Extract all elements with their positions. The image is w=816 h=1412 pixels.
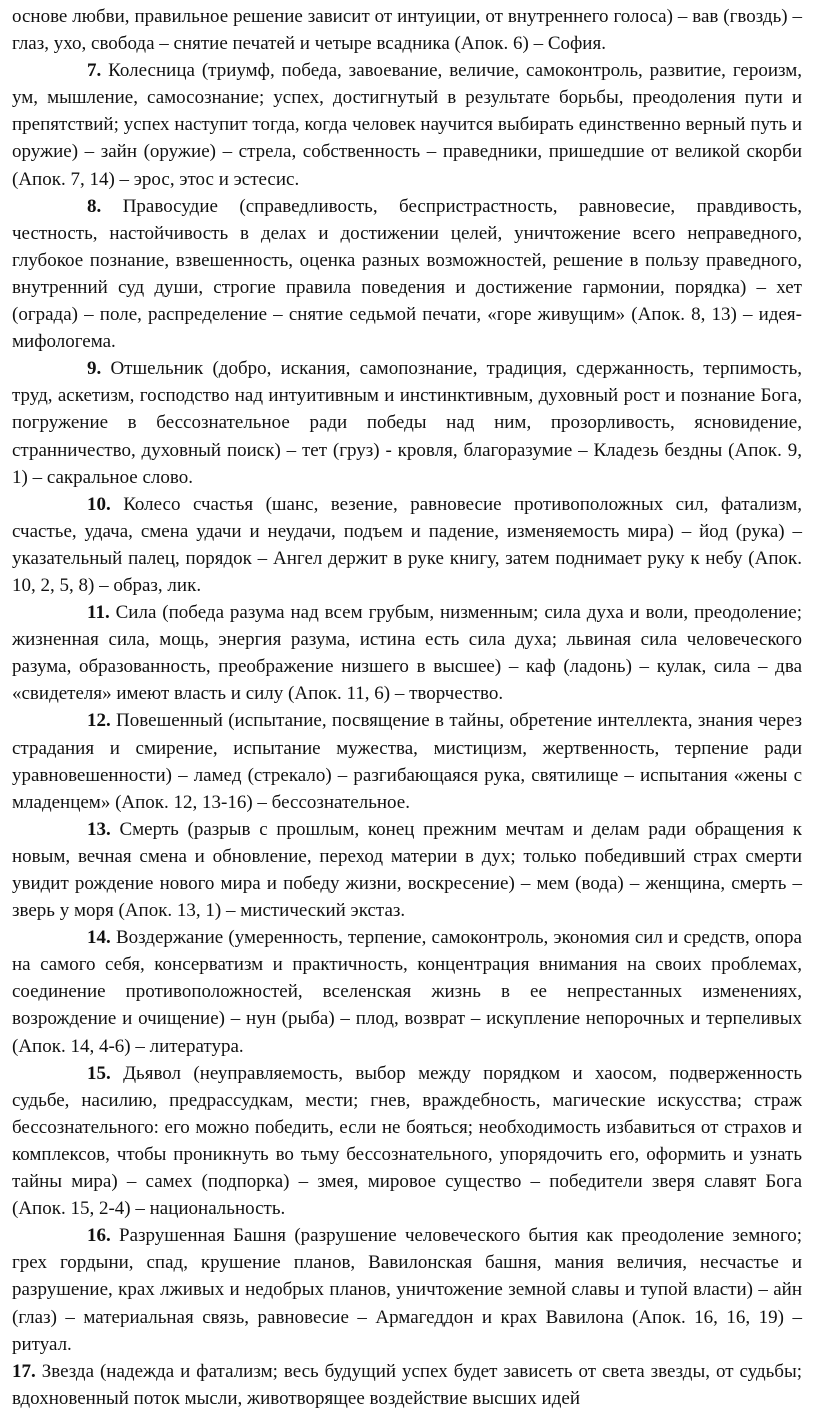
- paragraph-number: 11.: [87, 602, 110, 624]
- paragraph-item-8: [12, 193, 802, 356]
- paragraph-number: 16.: [87, 1225, 111, 1247]
- paragraph-number: 8.: [87, 195, 102, 217]
- paragraph-text: основе любви, правильное решение зависит от интуиции, от внутреннего голоса) – вав (гвоздь) – глаз, ухо, свобода – снятие печатей и четыре всадника (Апок. 6) – София.: [12, 6, 802, 55]
- paragraph-number: 17.: [12, 1360, 36, 1382]
- paragraph-item-15: [12, 1060, 802, 1223]
- paragraph-text: Воздержание (умеренность, терпение, самоконтроль, экономия сил и средств, опора на самого себя, консерватизм и практичность, концентрация внимания на своих проблемах, соединение противоположностей, вселенская жизнь в ее непрестанных изменениях, возрождение и очищение) – нун (рыба) – плод, возврат – искупление непорочных и терпеливых (Апок. 14, 4-6) – литература.: [12, 927, 802, 1057]
- paragraph-text: Колесница (триумф, победа, завоевание, величие, самоконтроль, развитие, героизм, ум, мышление, самосознание; успех, достигнутый в результате борьбы, преодоления пути и препятствий; успех наступит тогда, когда человек научится выбирать единственно верный путь и оружие) – зайн (оружие) – стрела, собственность – праведники, пришедшие от великой скорби (Апок. 7, 14) – эрос, этос и эстесис.: [12, 60, 802, 190]
- paragraph-number: 9.: [87, 358, 102, 380]
- paragraph-item-16: [12, 1222, 802, 1357]
- paragraph-item-11: [12, 599, 802, 707]
- paragraph-number: 10.: [87, 493, 111, 515]
- paragraph-item-17: [12, 1358, 802, 1412]
- paragraph-item-10: [12, 491, 802, 599]
- paragraph-text: Звезда (надежда и фатализм; весь будущий успех будет зависеть от света звезды, от судьбы; вдохновенный поток мысли, животворящее воздействие высших идей: [12, 1360, 802, 1409]
- paragraph-number: 15.: [87, 1062, 111, 1084]
- paragraph-text: Правосудие (справедливость, беспристрастность, равновесие, правдивость, честность, настойчивость в делах и достижении целей, уничтожение всего неправедного, глубокое познание, взвешенность, оценка разных возможностей, решение в пользу праведного, внутренний суд души, строгие правила поведения и достижение гармонии, порядка) – хет (ограда) – поле, распределение – снятие седьмой печати, «горе живущим» (Апок. 8, 13) – идея-мифологема.: [12, 195, 802, 353]
- paragraph-text: Разрушенная Башня (разрушение человеческого бытия как преодоление земного; грех гордыни, спад, крушение планов, Вавилонская башня, мания величия, несчастье и разрушение, крах лживых и недобрых планов, уничтожение земной славы и тупой власти) – айн (глаз) – материальная связь, равновесие – Армагеддон и крах Вавилона (Апок. 16, 16, 19) – ритуал.: [12, 1225, 802, 1355]
- paragraph-item-12: [12, 707, 802, 815]
- paragraph-number: 12.: [87, 710, 111, 732]
- paragraph-item-7: [12, 57, 802, 192]
- paragraph-item-14: [12, 924, 802, 1059]
- paragraph-text: Повешенный (испытание, посвящение в тайны, обретение интеллекта, знания через страдания и смирение, испытание мужества, мистицизм, жертвенность, терпение ради уравновешенности) – ламед (стрекало) – разгибающаяся рука, святилище – испытания «жены с младенцем» (Апок. 12, 13-16) – бессознательное.: [12, 710, 802, 813]
- paragraph-text: Отшельник (добро, искания, самопознание, традиция, сдержанность, терпимость, труд, аскетизм, господство над интуитивным и инстинктивным, духовный рост и познание Бога, погружение в бессознательное ради победы над ним, прозорливость, ясновидение, странничество, духовный поиск) – тет (груз) - кровля, благоразумие – Кладезь бездны (Апок. 9, 1) – сакральное слово.: [12, 358, 802, 488]
- paragraph-number: 13.: [87, 818, 111, 840]
- paragraph-number: 7.: [87, 60, 102, 82]
- paragraph-text: Смерть (разрыв с прошлым, конец прежним мечтам и делам ради обращения к новым, вечная смена и обновление, переход материи в дух; только победивший страх смерти увидит рождение нового мира и победу жизни, воскресение) – мем (вода) – женщина, смерть – зверь у моря (Апок. 13, 1) – мистический экстаз.: [12, 818, 802, 922]
- paragraph-text: Сила (победа разума над всем грубым, низменным; сила духа и воли, преодоление; жизненная сила, мощь, энергия разума, истина есть сила духа; львиная сила человеческого разума, образованность, преображение низшего в высшее) – каф (ладонь) – кулак, сила – два «свидетеля» имеют власть и силу (Апок. 11, 6) – творчество.: [12, 602, 802, 705]
- paragraph-text: Дьявол (неуправляемость, выбор между порядком и хаосом, подверженность судьбе, насилию, предрассудкам, мести; гнев, враждебность, магические искусства; страж бессознательного: его можно победить, если не бояться; необходимость избавиться от страхов и комплексов, чтобы проникнуть во тьму бессознательного, упорядочить его, оформить и узнать тайны мира) – самех (подпорка) – змея, мировое существо – победители зверя славят Бога (Апок. 15, 2-4) – национальность.: [12, 1062, 802, 1220]
- paragraph-item-9: [12, 355, 802, 490]
- paragraph-item-13: [12, 816, 802, 924]
- paragraph-text: Колесо счастья (шанс, везение, равновесие противоположных сил, фатализм, счастье, удача, смена удачи и неудачи, подъем и падение, изменяемость мира) – йод (рука) – указательный палец, порядок – Ангел держит в руке книгу, затем поднимает руку к небу (Апок. 10, 2, 5, 8) – образ, лик.: [12, 493, 802, 596]
- paragraph-continuation: [12, 3, 802, 57]
- paragraph-number: 14.: [87, 927, 111, 949]
